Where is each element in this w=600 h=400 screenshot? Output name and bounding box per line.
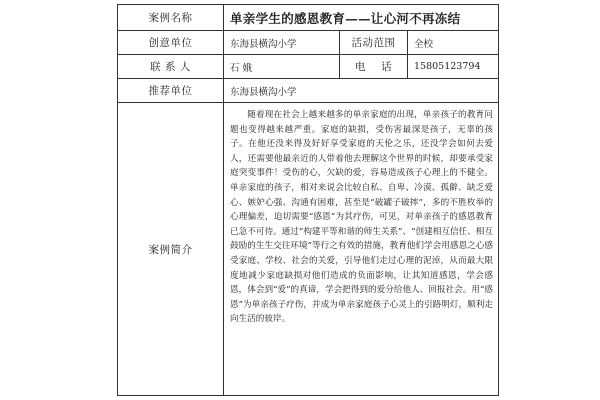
intro-row	[118, 103, 498, 395]
contact-value: 石 娥	[224, 55, 340, 78]
recommend-label: 推荐单位	[118, 79, 224, 102]
phone-label: 电 话	[340, 55, 408, 78]
unit-value: 东海县横沟小学	[224, 31, 340, 54]
intro-label: 案例简介	[118, 103, 224, 395]
contact-row	[118, 55, 498, 79]
case-name-value: 单亲学生的感恩教育——让心河不再冻结	[230, 10, 461, 26]
scope-value: 全校	[414, 38, 434, 50]
contact-label: 联 系 人	[118, 55, 224, 78]
case-name-label: 案例名称	[118, 5, 224, 30]
recommend-value: 东海县横沟小学	[230, 86, 297, 98]
unit-row	[118, 31, 498, 55]
phone-value: 15805123794	[414, 61, 481, 72]
recommend-row	[118, 79, 498, 103]
unit-label: 创意单位	[118, 31, 224, 54]
case-name-row	[118, 5, 498, 31]
case-form-table	[117, 4, 499, 396]
scope-label: 活动范围	[340, 31, 408, 54]
intro-paragraph: 随着现在社会上越来越多的单亲家庭的出现，单亲孩子的教育问题也变得越来越严重。家庭的缺损，受伤害最深是孩子，无辜的孩子。在他还没来得及好好享受家庭的天伦之乐，还没学会如何去爱人，还需要他最亲近的人带着他去理解这个世界的时候，却要承受家庭突变事件！受伤的心，欠缺的爱，容易造成孩子心理上的不健全。单亲家庭的孩子，相对来说会比较自私、自卑、冷漠、孤僻、缺乏爱心、嫉妒心强、沟通有困难，甚至是“破罐子破摔”，多的不胜枚举的心理偏差，迫切需要“感恩”为其疗伤，可见，对单亲孩子的感恩教育已急不可待。通过“构建平等和谐的师生关系”、“创建相互信任、相互鼓励的生生交往环境”等行之有效的措施，教育他们学会用感恩之心感受家庭、学校、社会的关爱，引导他们走过心理的泥淖，从而最大限度地减少家庭缺损对他们造成的负面影响，让其知道感恩，学会感恩，体会到“爱”的真谛，学会把得到的爱分给他人、回报社会。用“感恩”为单亲孩子疗伤，并成为单亲家庭孩子心灵上的引路明灯，顺利走向生活的彼岸。	[230, 110, 493, 325]
